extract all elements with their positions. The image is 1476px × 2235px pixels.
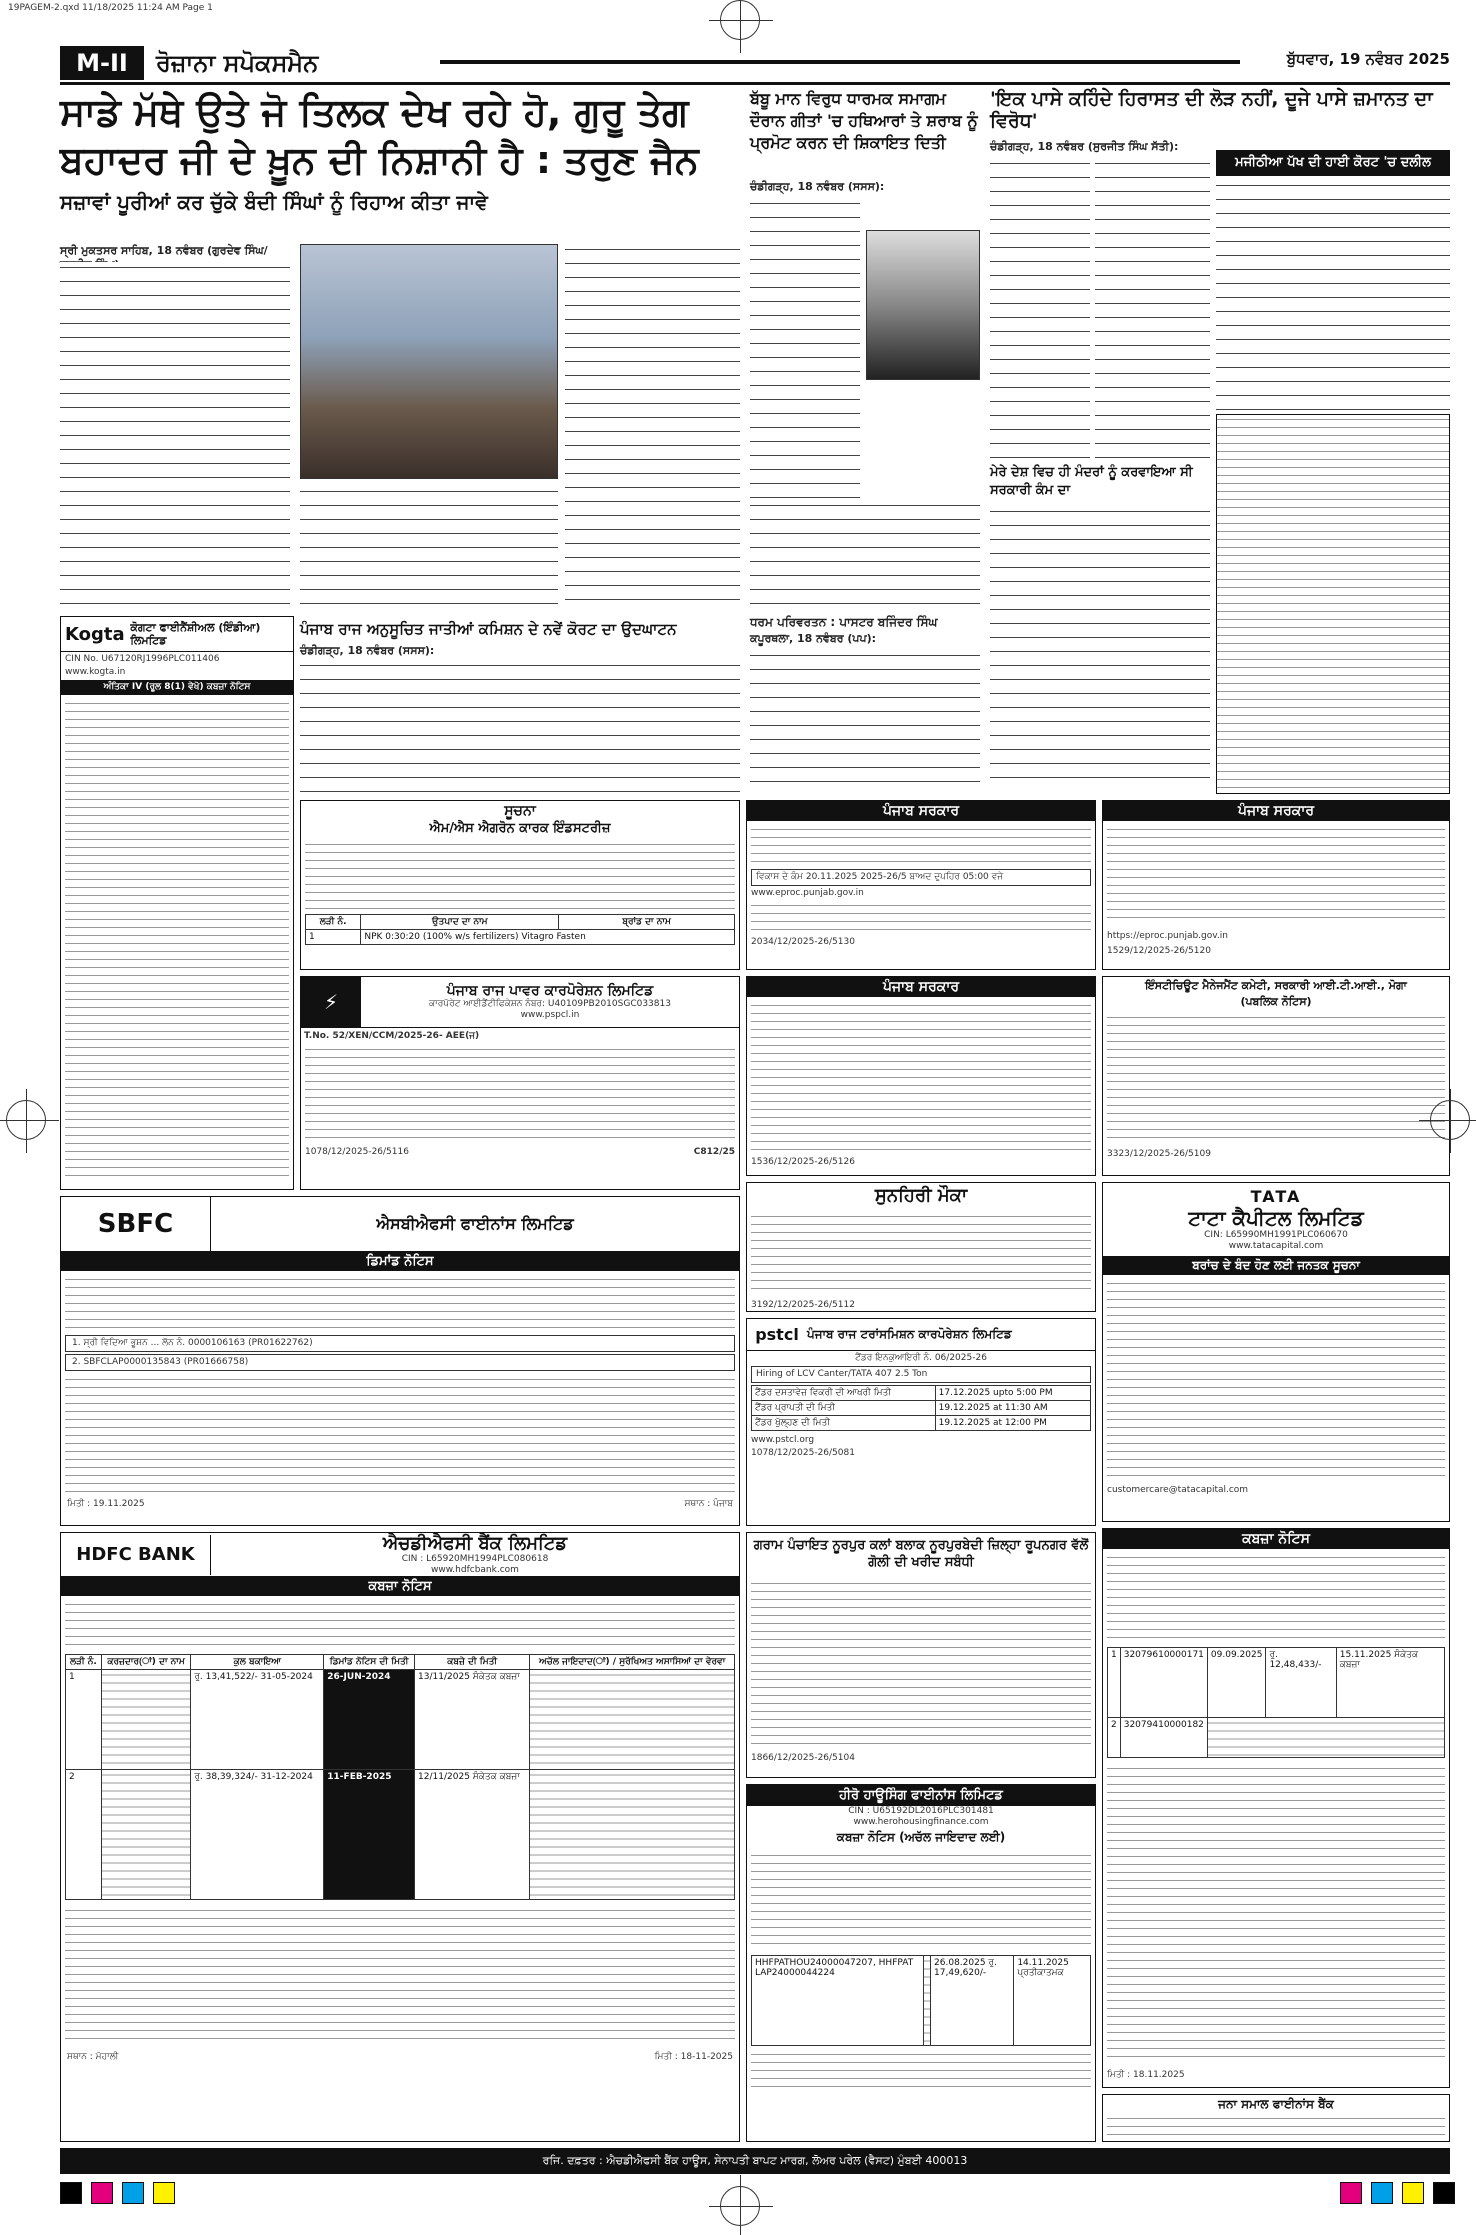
sudhna-company: ਐਮ/ਐਸ ਐਗਰੋਨ ਕਾਰਕ ਇੰਡਸਟਰੀਜ਼ bbox=[429, 821, 611, 836]
pstcl-logo: pstcl bbox=[755, 1325, 799, 1344]
hdfc-th-demand: ਡਿਮਾਂਡ ਨੋਟਿਸ ਦੀ ਮਿਤੀ bbox=[324, 1655, 415, 1670]
hdfc-place: ਸਥਾਨ : ਮੋਹਾਲੀ bbox=[67, 2052, 119, 2062]
masthead bbox=[60, 46, 1450, 80]
story2-sub-dateline: ਕਪੂਰਥਲਾ, 18 ਨਵੰਬਰ (ਪਪ): bbox=[750, 632, 877, 645]
hdfc-row-amount: ਰੁ. 38,39,324/- 31-12-2024 bbox=[191, 1770, 324, 1900]
iti-ad bbox=[1102, 976, 1450, 1176]
tata-logo: TATA bbox=[1250, 1187, 1302, 1206]
kabza-title: ਕਬਜ਼ਾ ਨੋਟਿਸ bbox=[1103, 1529, 1449, 1549]
gram-code: 1866/12/2025-26/5104 bbox=[751, 1753, 855, 1763]
hdfc-th-amount: ਕੁਲ ਬਕਾਇਆ bbox=[191, 1655, 324, 1670]
tata-ad bbox=[1102, 1182, 1450, 1522]
punjab-sarkar-1-row: ਵਿਕਾਸ ਦੇ ਕੰਮ 20.11.2025 2025-26/5 ਬਾਅਦ ਦੁਪਹਿਰ 05:00 ਵਜੇ bbox=[751, 869, 1091, 886]
pstcl-item: Hiring of LCV Canter/TATA 407 2.5 Ton bbox=[751, 1366, 1091, 1383]
pstcl-code: 1078/12/2025-26/5081 bbox=[751, 1448, 855, 1458]
hdfc-row-demand: 26-JUN-2024 bbox=[324, 1670, 415, 1770]
punjab-sarkar-3-body bbox=[751, 1001, 1091, 1151]
story4-body bbox=[300, 660, 740, 796]
story3-headline: 'ਇਕ ਪਾਸੇ ਕਹਿੰਦੇ ਹਿਰਾਸਤ ਦੀ ਲੋੜ ਨਹੀਂ, ਦੂਜੇ ਪਾਸੇ ਜ਼ਮਾਨਤ ਦਾ ਵਿਰੋਧ' bbox=[990, 88, 1433, 132]
tata-sub: ਬਰਾਂਚ ਦੇ ਬੰਦ ਹੋਣ ਲਈ ਜਨਤਕ ਸੂਚਨਾ bbox=[1103, 1256, 1449, 1275]
tata-title: ਟਾਟਾ ਕੈਪੀਟਲ ਲਿਮਟਿਡ bbox=[1188, 1206, 1364, 1230]
kabza-row-amount: ਰੁ. 12,48,433/- bbox=[1266, 1648, 1336, 1718]
sunehri-ad bbox=[746, 1182, 1096, 1312]
pstcl-row-label: ਟੈਂਡਰ ਖੁੱਲ੍ਹਣ ਦੀ ਮਿਤੀ bbox=[752, 1416, 936, 1431]
story4-dateline: ਚੰਡੀਗੜ੍ਹ, 18 ਨਵੰਬਰ (ਸਸਸ): bbox=[300, 644, 435, 657]
kogta-web: www.kogta.in bbox=[65, 667, 126, 677]
tata-body bbox=[1107, 1279, 1445, 1479]
section-label: M-II bbox=[60, 46, 144, 80]
story2-subhead: ਧਰਮ ਪਰਿਵਰਤਨ : ਪਾਸਟਰ ਬਜਿੰਦਰ ਸਿੰਘ bbox=[750, 615, 938, 629]
kogta-logo: Kogta bbox=[65, 623, 125, 645]
sbfc-body bbox=[65, 1375, 735, 1495]
gram-panchayat-ad bbox=[746, 1532, 1096, 1778]
kabza-row-possession: 15.11.2025 ਸੰਕੇਤਕ ਕਬਜ਼ਾ bbox=[1336, 1648, 1444, 1718]
story4-headline: ਪੰਜਾਬ ਰਾਜ ਅਨੁਸੂਚਿਤ ਜਾਤੀਆਂ ਕਮਿਸ਼ਨ ਦੇ ਨਵੇਂ ਕੋਰਟ ਦਾ ਉਦਘਾਟਨ bbox=[300, 620, 677, 638]
lead-headline-block bbox=[60, 88, 740, 238]
pspcl-body bbox=[305, 1045, 735, 1145]
iti-title: ਇੰਸਟੀਚਿਊਟ ਮੈਨੇਜਮੈਂਟ ਕਮੇਟੀ, ਸਰਕਾਰੀ ਆਈ.ਟੀ.ਆਈ., ਮੋਗਾ bbox=[1145, 979, 1407, 992]
jana-body bbox=[1107, 2114, 1445, 2138]
sbfc-ad bbox=[60, 1196, 740, 1526]
kabza-row-detail bbox=[1207, 1718, 1444, 1758]
lead-photo bbox=[300, 244, 558, 479]
hdfc-date: ਮਿਤੀ : 18-11-2025 bbox=[654, 2052, 733, 2062]
registration-mark-left bbox=[6, 1100, 46, 1140]
pspcl-logo-icon: ⚡ bbox=[301, 977, 361, 1027]
hero-possession: 14.11.2025 ਪ੍ਰਤੀਕਾਤਮਕ bbox=[1014, 1956, 1091, 2046]
footer-bar bbox=[60, 2148, 1450, 2174]
tata-email: customercare@tatacapital.com bbox=[1107, 1485, 1249, 1495]
jana-title: ਜਨਾ ਸਮਾਲ ਫਾਈਨਾਂਸ ਬੈਂਕ bbox=[1218, 2097, 1334, 2111]
kabza-body bbox=[1107, 1764, 1445, 2064]
color-swatch bbox=[122, 2182, 144, 2204]
hdfc-notice: ਕਬਜ਼ਾ ਨੋਟਿਸ bbox=[61, 1577, 739, 1596]
kabza-row-account: 32079410000182 bbox=[1120, 1718, 1207, 1758]
kabza-row-no: 2 bbox=[1108, 1718, 1121, 1758]
pstcl-row-value: 19.12.2025 at 11:30 AM bbox=[935, 1401, 1090, 1416]
sudhna-ad bbox=[300, 800, 740, 970]
punjab-sarkar-3-code: 1536/12/2025-26/5126 bbox=[751, 1157, 855, 1167]
pspcl-web: www.pspcl.in bbox=[520, 1010, 580, 1020]
color-bar-left bbox=[60, 2182, 179, 2208]
story2-body-2 bbox=[750, 500, 980, 610]
pstcl-row-label: ਟੈਂਡਰ ਦਸਤਾਵੇਜ਼ ਵਿਕਰੀ ਦੀ ਆਖਰੀ ਮਿਤੀ bbox=[752, 1386, 936, 1401]
lead-subhead: ਸਜ਼ਾਵਾਂ ਪੂਰੀਆਂ ਕਰ ਚੁੱਕੇ ਬੰਦੀ ਸਿੰਘਾਂ ਨੂੰ ਰਿਹਾਅ ਕੀਤਾ ਜਾਵੇ bbox=[60, 190, 488, 214]
kabza-row-date: 09.09.2025 bbox=[1207, 1648, 1266, 1718]
footer-text: ਰਜਿ. ਦਫ਼ਤਰ : ਐਚਡੀਐਫਸੀ ਬੈਂਕ ਹਾਊਸ, ਸੇਨਾਪਤੀ ਬਾਪਟ ਮਾਰਗ, ਲੋਅਰ ਪਰੇਲ (ਵੈਸਟ) ਮੁੰਬਈ 400013 bbox=[542, 2154, 968, 2167]
punjab-sarkar-3-title: ਪੰਜਾਬ ਸਰਕਾਰ bbox=[747, 977, 1095, 997]
punjab-sarkar-1-intro bbox=[751, 825, 1091, 865]
hdfc-th-possession: ਕਬਜ਼ੇ ਦੀ ਮਿਤੀ bbox=[415, 1655, 530, 1670]
story3-body-col3 bbox=[1216, 180, 1450, 410]
hero-title: ਹੀਰੋ ਹਾਊਸਿੰਗ ਫਾਈਨਾਂਸ ਲਿਮਿਟਡ bbox=[747, 1785, 1095, 1806]
kabza-notice-ad bbox=[1102, 1528, 1450, 2088]
kogta-body bbox=[65, 699, 289, 1179]
story2-body bbox=[750, 198, 860, 498]
hero-web: www.herohousingfinance.com bbox=[853, 1817, 989, 1827]
story3-body-col1 bbox=[990, 158, 1090, 458]
punjab-sarkar-1-title: ਪੰਜਾਬ ਸਰਕਾਰ bbox=[747, 801, 1095, 821]
sudhna-title: ਸੂਚਨਾ bbox=[504, 803, 536, 819]
iti-body bbox=[1107, 1013, 1445, 1143]
print-slug: 19PAGEM-2.qxd 11/18/2025 11:24 AM Page 1 bbox=[8, 3, 213, 13]
color-swatch bbox=[91, 2182, 113, 2204]
hdfc-row-possession: 13/11/2025 ਸੰਕੇਤਕ ਕਬਜ਼ਾ bbox=[415, 1670, 530, 1770]
pstcl-title: ਪੰਜਾਬ ਰਾਜ ਟਰਾਂਸਮਿਸ਼ਨ ਕਾਰਪੋਰੇਸ਼ਨ ਲਿਮਟਿਡ bbox=[807, 1327, 1012, 1341]
pspcl-code: 1078/12/2025-26/5116 bbox=[305, 1147, 409, 1157]
sbfc-intro bbox=[65, 1275, 735, 1331]
lead-body-col3 bbox=[565, 244, 740, 612]
kabza-row-no: 1 bbox=[1108, 1648, 1121, 1718]
hdfc-row-borrower bbox=[101, 1670, 190, 1770]
tata-cin: CIN: L65990MH1991PLC060670 bbox=[1204, 1230, 1348, 1240]
hero-demand: 26.08.2025 ਰੁ. 17,49,620/- bbox=[931, 1956, 1014, 2046]
story2-dateline: ਚੰਡੀਗੜ੍ਹ, 18 ਨਵੰਬਰ (ਸਸਸ): bbox=[750, 180, 885, 193]
punjab-sarkar-2-body bbox=[1107, 825, 1445, 925]
hdfc-title: ਐਚਡੀਐਫਸੀ ਬੈਂਕ ਲਿਮਟਿਡ bbox=[382, 1533, 568, 1554]
hdfc-row-possession: 12/11/2025 ਸੰਕੇਤਕ ਕਬਜ਼ਾ bbox=[415, 1770, 530, 1900]
kogta-notice: ਅੰਤਿਕਾ IV (ਰੂਲ 8(1) ਵੇਖੋ) ਕਬਜ਼ਾ ਨੋਟਿਸ bbox=[61, 680, 293, 695]
pspcl-title: ਪੰਜਾਬ ਰਾਜ ਪਾਵਰ ਕਾਰਪੋਰੇਸ਼ਨ ਲਿਮਟਿਡ bbox=[446, 983, 654, 999]
hdfc-row-no: 1 bbox=[66, 1670, 102, 1770]
sudhna-th-item: ਉਤਪਾਦ ਦਾ ਨਾਮ bbox=[361, 915, 559, 930]
punjab-sarkar-2-web: https://eproc.punjab.gov.in bbox=[1107, 931, 1228, 941]
gram-title: ਗਰਾਮ ਪੰਚਾਇਤ ਨੂਰਪੁਰ ਕਲਾਂ ਬਲਾਕ ਨੂਰਪੁਰਬੇਦੀ ਜ਼ਿਲ੍ਹਾ ਰੂਪਨਗਰ ਵੱਲੋਂ ਗੋਲੀ ਦੀ ਖਰੀਦ ਸਬੰਧੀ bbox=[753, 1538, 1089, 1570]
hdfc-row-no: 2 bbox=[66, 1770, 102, 1900]
hdfc-th-property: ਅਚੱਲ ਜਾਇਦਾਦ(ਾਂ) / ਸੁਰੱਖਿਅਤ ਅਸਾਸਿਆਂ ਦਾ ਵੇਰਵਾ bbox=[530, 1655, 735, 1670]
tata-web: www.tatacapital.com bbox=[1228, 1241, 1324, 1251]
story3-body-col4 bbox=[990, 506, 1210, 786]
hdfc-th-no: ਲੜੀ ਨੰ. bbox=[66, 1655, 102, 1670]
sudhna-row: NPK 0:30:20 (100% w/s fertilizers) Vitagro Fasten bbox=[361, 930, 735, 945]
kabza-row-account: 32079610000171 bbox=[1120, 1648, 1207, 1718]
pstcl-ad bbox=[746, 1318, 1096, 1526]
pstcl-row-value: 17.12.2025 upto 5:00 PM bbox=[935, 1386, 1090, 1401]
sunehri-body bbox=[751, 1212, 1091, 1296]
sbfc-row-2: 2. SBFCLAP0000135843 (PR01666758) bbox=[65, 1354, 735, 1371]
hero-notice: ਕਬਜ਼ਾ ਨੋਟਿਸ (ਅਚੱਲ ਜਾਇਦਾਦ ਲਈ) bbox=[836, 1830, 1006, 1844]
hero-property bbox=[924, 1956, 931, 2046]
story3-kicker: ਮੇਰੇ ਦੇਸ਼ ਵਿਚ ਹੀ ਮੰਦਰਾਂ ਨੂੰ ਕਰਵਾਇਆ ਸੀ ਸਰਕਾਰੀ ਕੰਮ ਦਾ bbox=[990, 465, 1193, 498]
color-swatch bbox=[1371, 2182, 1393, 2204]
hdfc-cin: CIN : L65920MH1994PLC080618 bbox=[401, 1554, 549, 1564]
hdfc-row-demand: 11-FEB-2025 bbox=[324, 1770, 415, 1900]
kogta-ad bbox=[60, 616, 294, 1190]
pspcl-ad bbox=[300, 976, 740, 1190]
hdfc-logo: HDFC BANK bbox=[61, 1535, 211, 1575]
lead-body-col1 bbox=[60, 262, 290, 612]
story3-dateline: ਚੰਡੀਗੜ੍ਹ, 18 ਨਵੰਬਰ (ਸੁਰਜੀਤ ਸਿੰਘ ਸੱਤੀ): bbox=[990, 140, 1179, 153]
punjab-sarkar-ad-1 bbox=[746, 800, 1096, 970]
issue-date: ਬੁੱਧਵਾਰ, 19 ਨਵੰਬਰ 2025 bbox=[1286, 50, 1450, 68]
masthead-underline bbox=[60, 82, 1450, 85]
color-swatch bbox=[153, 2182, 175, 2204]
color-swatch bbox=[1340, 2182, 1362, 2204]
lead-dateline: ਸ੍ਰੀ ਮੁਕਤਸਰ ਸਾਹਿਬ, 18 ਨਵੰਬਰ (ਗੁਰਦੇਵ ਸਿੰਘ/ bbox=[60, 244, 268, 257]
pstcl-row-label: ਟੈਂਡਰ ਪ੍ਰਾਪਤੀ ਦੀ ਮਿਤੀ bbox=[752, 1401, 936, 1416]
hdfc-row-property bbox=[530, 1770, 735, 1900]
lead-headline: ਸਾਡੇ ਮੱਥੇ ਉਤੇ ਜੋ ਤਿਲਕ ਦੇਖ ਰਹੇ ਹੋ, ਗੁਰੂ ਤੇਗ ਬਹਾਦਰ ਜੀ ਦੇ ਖ਼ੂਨ ਦੀ ਨਿਸ਼ਾਨੀ ਹੈ : ਤਰੁਣ ਜੈਨ bbox=[60, 90, 699, 182]
pspcl-tender: T.No. 52/XEN/CCM/2025-26- AEE(ਜ) bbox=[304, 1031, 480, 1041]
hdfc-ad bbox=[60, 1532, 740, 2142]
sbfc-title: ਐਸਬੀਐਫਸੀ ਫਾਈਨਾਂਸ ਲਿਮਟਿਡ bbox=[376, 1214, 574, 1233]
hdfc-row-property bbox=[530, 1670, 735, 1770]
gram-body bbox=[751, 1579, 1091, 1749]
sunehri-title: ਸੁਨਹਿਰੀ ਮੌਕਾ bbox=[874, 1185, 968, 1206]
hero-housing-ad bbox=[746, 1784, 1096, 2142]
hero-intro bbox=[751, 1851, 1091, 1951]
iti-code: 3323/12/2025-26/5109 bbox=[1107, 1149, 1211, 1159]
punjab-sarkar-1-body bbox=[751, 901, 1091, 935]
hdfc-intro bbox=[65, 1600, 735, 1650]
punjab-sarkar-2-code: 1529/12/2025-26/5120 bbox=[1107, 946, 1211, 956]
story2-photo bbox=[866, 230, 980, 380]
hero-loan: HHFPATHOU24000047207, HHFPAT LAP24000044224 bbox=[752, 1956, 924, 2046]
sudhna-th-sr: ਲੜੀ ਨੰ. bbox=[306, 915, 361, 930]
hdfc-web: www.hdfcbank.com bbox=[431, 1565, 519, 1575]
story2-body-3 bbox=[750, 650, 980, 790]
masthead-rule bbox=[440, 60, 1240, 64]
sbfc-notice: ਡਿਮਾਂਡ ਨੋਟਿਸ bbox=[61, 1252, 739, 1271]
story3-subhead: ਮਜੀਠੀਆ ਪੱਖ ਦੀ ਹਾਈ ਕੋਰਟ 'ਚ ਦਲੀਲ bbox=[1216, 150, 1450, 176]
jana-ad bbox=[1102, 2094, 1450, 2142]
hdfc-row-borrower bbox=[101, 1770, 190, 1900]
story3-body-col2 bbox=[1095, 158, 1210, 458]
color-swatch bbox=[1433, 2182, 1455, 2204]
registration-mark-bottom bbox=[720, 2186, 760, 2226]
punjab-sarkar-ad-2 bbox=[1102, 800, 1450, 970]
story2-headline: ਬੱਬੂ ਮਾਨ ਵਿਰੁਧ ਧਾਰਮਕ ਸਮਾਗਮ ਦੌਰਾਨ ਗੀਤਾਂ 'ਚ ਹਥਿਆਰਾਂ ਤੇ ਸ਼ਰਾਬ ਨੂੰ ਪ੍ਰਮੋਟ ਕਰਨ ਦੀ ਸ਼ਿਕਾਇਤ ਦਿਤੀ bbox=[750, 89, 978, 152]
sudhna-body bbox=[305, 840, 735, 910]
punjab-sarkar-ad-3 bbox=[746, 976, 1096, 1176]
pstcl-row-value: 19.12.2025 at 12:00 PM bbox=[935, 1416, 1090, 1431]
punjab-sarkar-1-web: www.eproc.punjab.gov.in bbox=[751, 888, 864, 898]
hdfc-body bbox=[65, 1906, 735, 2046]
sudhna-sr: 1 bbox=[306, 930, 361, 945]
color-bar-right bbox=[1340, 2182, 1459, 2208]
paper-name: ਰੋਜ਼ਾਨਾ ਸਪੋਕਸਮੈਨ bbox=[156, 49, 319, 77]
kogta-cin: CIN No. U67120RJ1996PLC011406 bbox=[65, 654, 220, 664]
pstcl-enquiry: ਟੈਂਡਰ ਇਨਕੁਆਇਰੀ ਨੰ. 06/2025-26 bbox=[855, 1353, 987, 1363]
color-swatch bbox=[1402, 2182, 1424, 2204]
iti-sub: (ਪਬਲਿਕ ਨੋਟਿਸ) bbox=[1240, 995, 1312, 1008]
lead-body-col2 bbox=[300, 486, 558, 612]
sudhna-th-brand: ਬ੍ਰਾਂਡ ਦਾ ਨਾਮ bbox=[559, 915, 735, 930]
color-swatch bbox=[60, 2182, 82, 2204]
punjab-sarkar-2-title: ਪੰਜਾਬ ਸਰਕਾਰ bbox=[1103, 801, 1449, 821]
sbfc-date: ਮਿਤੀ : 19.11.2025 bbox=[67, 1499, 145, 1509]
registration-mark-top bbox=[720, 0, 760, 40]
kogta-title: ਕੋਗਟਾ ਫਾਈਨੈਂਸ਼ੀਅਲ (ਇੰਡੀਆ) ਲਿਮਟਿਡ bbox=[130, 621, 261, 647]
sunehri-code: 3192/12/2025-26/5112 bbox=[751, 1300, 855, 1310]
pstcl-web: www.pstcl.org bbox=[751, 1435, 815, 1445]
punjab-sarkar-1-code: 2034/12/2025-26/5130 bbox=[751, 937, 855, 947]
legal-notice-box bbox=[1216, 414, 1450, 794]
kabza-date: ਮਿਤੀ : 18.11.2025 bbox=[1107, 2070, 1185, 2080]
registration-mark-right bbox=[1430, 1100, 1470, 1140]
pspcl-cin: ਕਾਰਪੋਰੇਟ ਆਈਡੈਂਟੀਫਿਕੇਸ਼ਨ ਨੰਬਰ: U40109PB2010SGC033813 bbox=[429, 999, 671, 1009]
sbfc-logo: SBFC bbox=[61, 1197, 211, 1251]
hdfc-th-borrower: ਕਰਜ਼ਦਾਰ(ਾਂ) ਦਾ ਨਾਮ bbox=[101, 1655, 190, 1670]
hero-footer bbox=[751, 2050, 1091, 2090]
sbfc-place: ਸਥਾਨ : ਪੰਜਾਬ bbox=[684, 1499, 733, 1509]
hero-cin: CIN : U65192DL2016PLC301481 bbox=[848, 1806, 994, 1816]
pspcl-code2: C812/25 bbox=[693, 1147, 735, 1157]
hdfc-row-amount: ਰੁ. 13,41,522/- 31-05-2024 bbox=[191, 1670, 324, 1770]
kabza-intro bbox=[1107, 1553, 1445, 1643]
sbfc-row-1: 1. ਸ੍ਰੀ ਵਿਦਿਆ ਭੂਸ਼ਨ ... ਲੋਨ ਨੰ. 0000106163 (PR01622762) bbox=[65, 1335, 735, 1352]
